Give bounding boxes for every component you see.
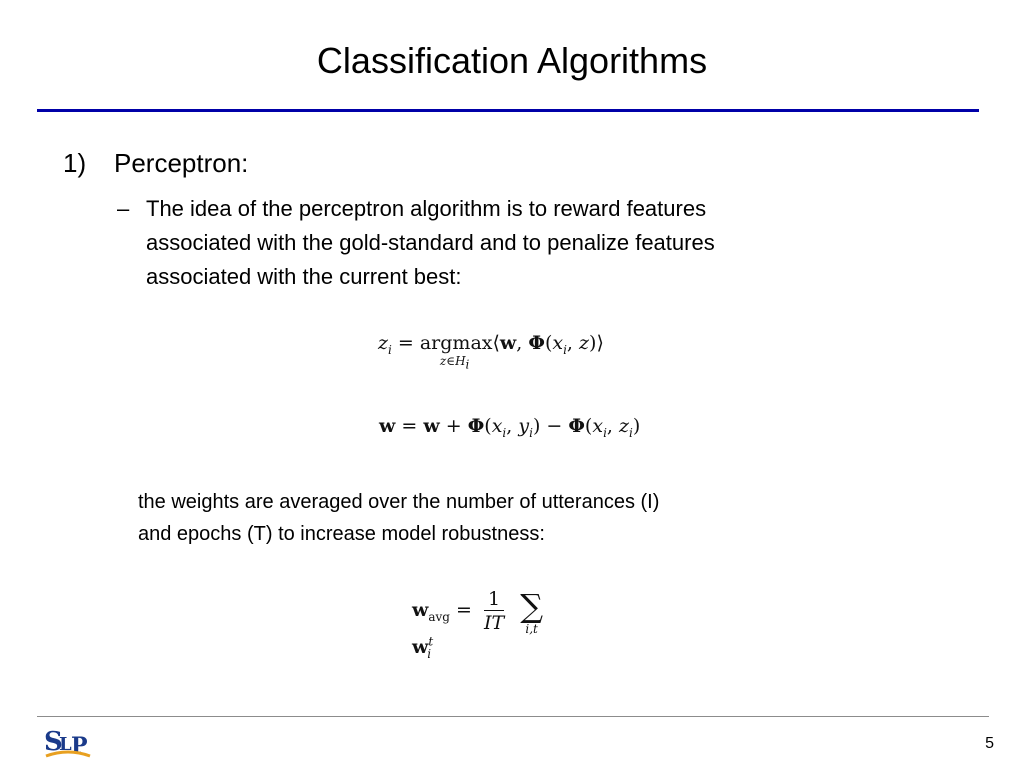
- list-item-heading: Perceptron:: [114, 148, 249, 178]
- sub-bullet-line: associated with the current best:: [146, 264, 462, 289]
- footer-divider: [37, 716, 989, 717]
- logo-letter-l: L: [59, 734, 72, 755]
- title-divider: [37, 109, 979, 112]
- logo-letter-s: S: [44, 727, 63, 757]
- logo-letter-p: P: [71, 733, 88, 759]
- sub-bullet-dash: –: [117, 196, 130, 221]
- equation-argmax: $z_i = argmax$ $z\in H_i$ ⟨w, $\Phi(x_i$, z)⟩: [378, 332, 604, 372]
- equation-weight-average: $w_{avg}$ = $\frac{1}{IT}$ ∑ i,t $w^t_i$: [412, 586, 544, 662]
- sub-bullet-line: The idea of the perceptron algorithm is to reward features: [146, 196, 707, 221]
- equation-weight-update: $w = w + \Phi(x_i$, $y_i) - \Phi(x_i$, $z_i$): [379, 415, 641, 440]
- note-line: the weights are averaged over the number of utterances (I): [138, 491, 660, 513]
- slp-logo: [42, 722, 94, 762]
- sub-bullet-text: [146, 192, 906, 294]
- averaging-note: [138, 486, 659, 550]
- slide-title: Classification Algorithms: [316, 40, 708, 81]
- note-line: and epochs (T) to increase model robustness:: [138, 523, 545, 545]
- page-number: 5: [985, 735, 994, 752]
- sub-bullet-line: associated with the gold-standard and to penalize features: [146, 230, 715, 255]
- list-item-number: 1): [63, 148, 87, 178]
